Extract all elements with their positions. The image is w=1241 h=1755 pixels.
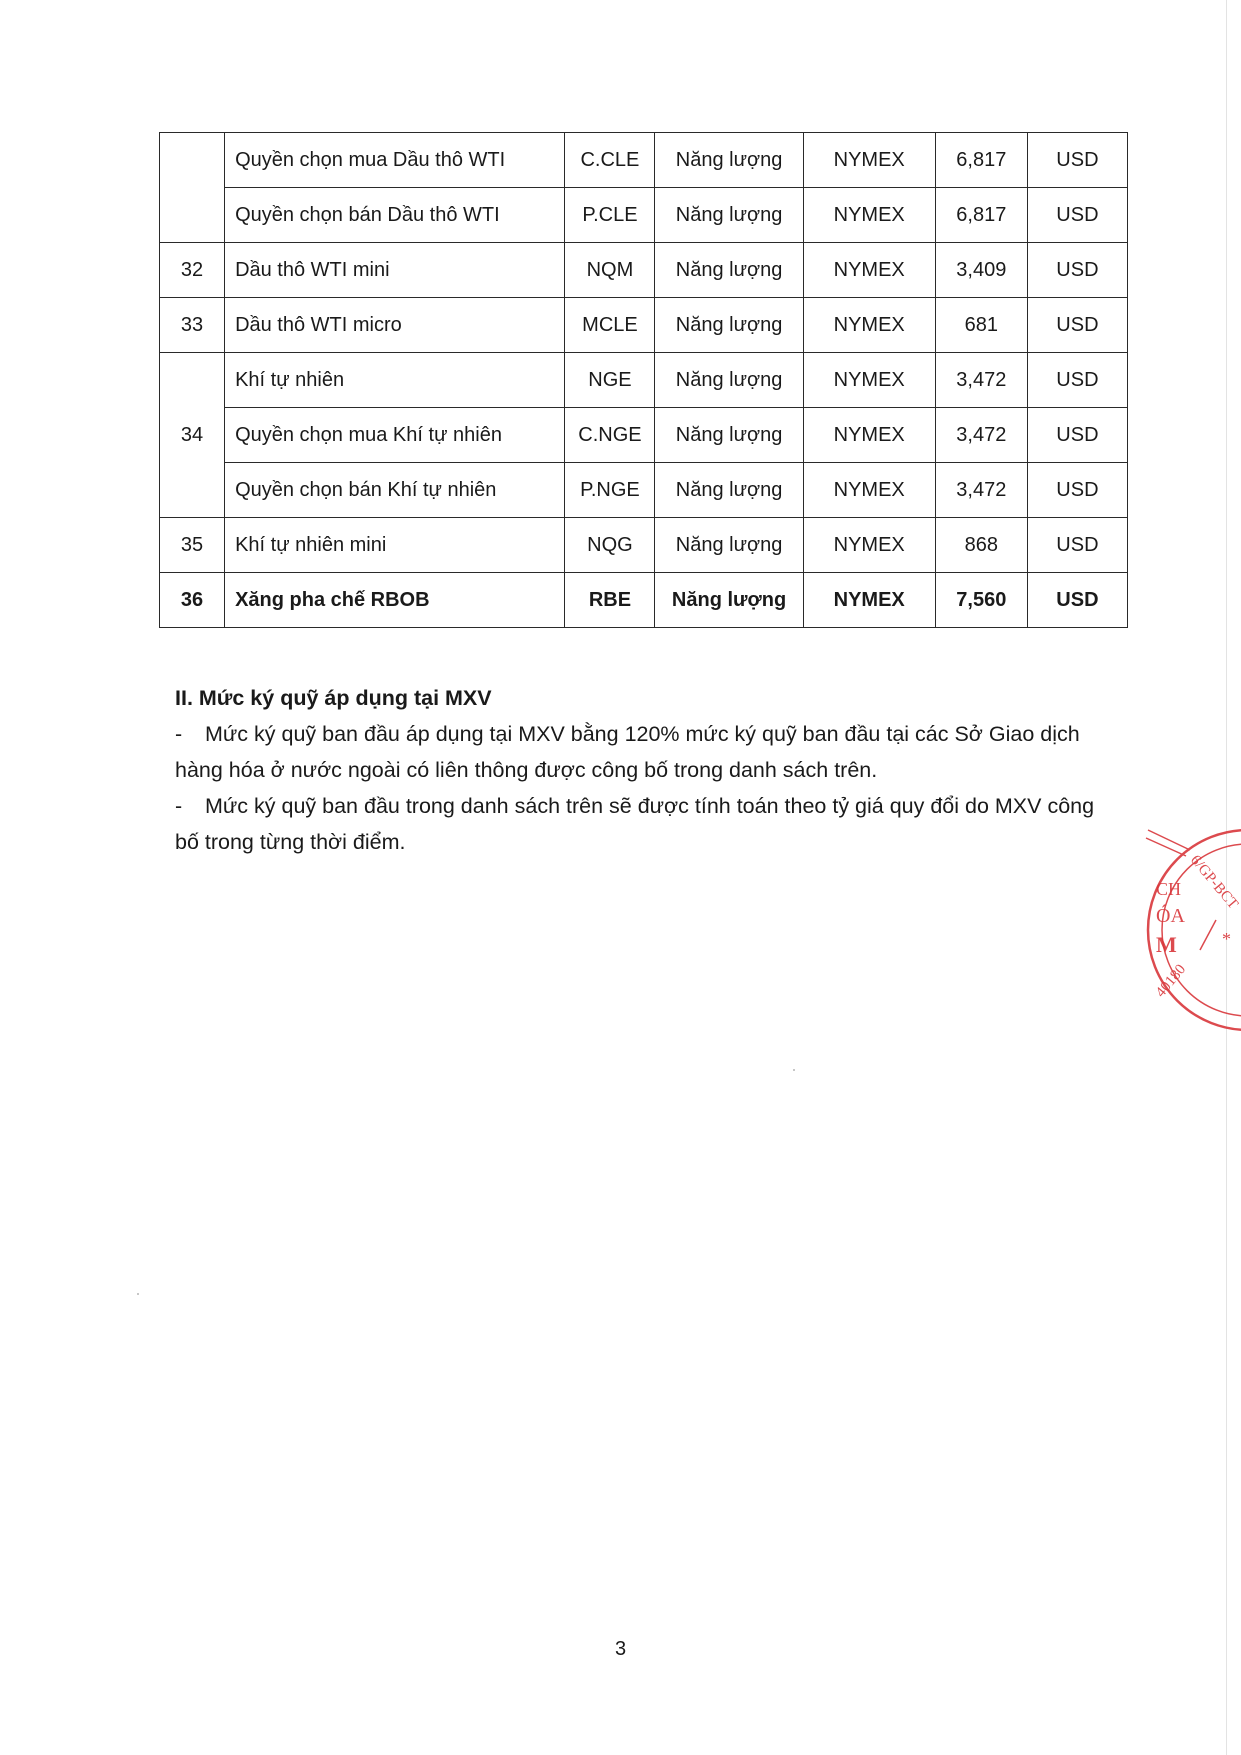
currency: USD <box>1027 353 1127 408</box>
row-number: 36 <box>160 573 225 628</box>
scan-speck <box>137 1293 139 1295</box>
product-code: NQM <box>565 243 655 298</box>
svg-text:CH: CH <box>1156 879 1182 899</box>
table-row <box>160 353 1128 408</box>
product-group: Năng lượng <box>655 133 803 188</box>
product-group: Năng lượng <box>655 243 803 298</box>
table-row <box>160 573 1128 628</box>
margin-policy-section <box>175 680 1105 860</box>
product-name: Quyền chọn bán Khí tự nhiên <box>225 463 565 518</box>
bullet-dash: - <box>175 794 183 818</box>
margin-value: 7,560 <box>935 573 1027 628</box>
table-row <box>160 463 1128 518</box>
margin-table <box>159 132 1128 628</box>
product-code: NGE <box>565 353 655 408</box>
svg-text:*: * <box>1222 929 1231 949</box>
margin-value: 868 <box>935 518 1027 573</box>
currency: USD <box>1027 463 1127 518</box>
seal-stamp-graphic <box>1120 820 1241 1040</box>
margin-value: 681 <box>935 298 1027 353</box>
table-row <box>160 188 1128 243</box>
policy-bullet <box>175 716 1105 788</box>
exchange: NYMEX <box>803 243 935 298</box>
bullet-text: Mức ký quỹ ban đầu trong danh sách trên sẽ được tính toán theo tỷ giá quy đổi do MXV công bố trong từng thời điểm. <box>175 794 1095 854</box>
page-number: 3 <box>614 1638 627 1660</box>
product-name: Quyền chọn mua Dầu thô WTI <box>225 133 565 188</box>
margin-value: 3,472 <box>935 408 1027 463</box>
svg-text:6/GP-BCT: 6/GP-BCT <box>1186 852 1241 913</box>
margin-value: 3,472 <box>935 463 1027 518</box>
product-code: MCLE <box>565 298 655 353</box>
company-seal <box>1120 820 1241 1040</box>
currency: USD <box>1027 243 1127 298</box>
table-row <box>160 408 1128 463</box>
product-group: Năng lượng <box>655 518 803 573</box>
product-code: P.NGE <box>565 463 655 518</box>
svg-text:40180: 40180 <box>1152 961 1190 1001</box>
product-code: C.CLE <box>565 133 655 188</box>
product-group: Năng lượng <box>655 188 803 243</box>
exchange: NYMEX <box>803 518 935 573</box>
exchange: NYMEX <box>803 298 935 353</box>
currency: USD <box>1027 133 1127 188</box>
margin-value: 3,409 <box>935 243 1027 298</box>
product-name: Dầu thô WTI mini <box>225 243 565 298</box>
bullet-text: Mức ký quỹ ban đầu áp dụng tại MXV bằng 120% mức ký quỹ ban đầu tại các Sở Giao dịch hàng hóa ở nước ngoài có liên thông được công bố trong danh sách trên. <box>175 722 1080 782</box>
product-group: Năng lượng <box>655 463 803 518</box>
table-row <box>160 133 1128 188</box>
table-row <box>160 243 1128 298</box>
row-number <box>160 133 225 243</box>
scan-speck <box>793 1069 795 1071</box>
margin-value: 3,472 <box>935 353 1027 408</box>
product-name: Xăng pha chế RBOB <box>225 573 565 628</box>
currency: USD <box>1027 573 1127 628</box>
currency: USD <box>1027 518 1127 573</box>
table-row <box>160 298 1128 353</box>
product-code: RBE <box>565 573 655 628</box>
policy-bullet <box>175 788 1105 860</box>
row-number: 35 <box>160 518 225 573</box>
exchange: NYMEX <box>803 408 935 463</box>
exchange: NYMEX <box>803 133 935 188</box>
exchange: NYMEX <box>803 573 935 628</box>
product-name: Dầu thô WTI micro <box>225 298 565 353</box>
product-name: Khí tự nhiên <box>225 353 565 408</box>
product-group: Năng lượng <box>655 353 803 408</box>
bullet-dash: - <box>175 722 183 746</box>
currency: USD <box>1027 408 1127 463</box>
product-name: Quyền chọn mua Khí tự nhiên <box>225 408 565 463</box>
product-name: Quyền chọn bán Dầu thô WTI <box>225 188 565 243</box>
product-group: Năng lượng <box>655 298 803 353</box>
exchange: NYMEX <box>803 188 935 243</box>
exchange: NYMEX <box>803 353 935 408</box>
currency: USD <box>1027 188 1127 243</box>
table-row <box>160 518 1128 573</box>
currency: USD <box>1027 298 1127 353</box>
product-code: NQG <box>565 518 655 573</box>
margin-value: 6,817 <box>935 188 1027 243</box>
row-number: 34 <box>160 353 225 518</box>
row-number: 32 <box>160 243 225 298</box>
product-code: C.NGE <box>565 408 655 463</box>
exchange: NYMEX <box>803 463 935 518</box>
product-code: P.CLE <box>565 188 655 243</box>
product-group: Năng lượng <box>655 573 803 628</box>
row-number: 33 <box>160 298 225 353</box>
svg-text:M: M <box>1156 932 1177 957</box>
svg-text:ÓA: ÓA <box>1156 905 1185 927</box>
margin-value: 6,817 <box>935 133 1027 188</box>
section-heading: II. Mức ký quỹ áp dụng tại MXV <box>175 686 492 710</box>
product-name: Khí tự nhiên mini <box>225 518 565 573</box>
product-group: Năng lượng <box>655 408 803 463</box>
